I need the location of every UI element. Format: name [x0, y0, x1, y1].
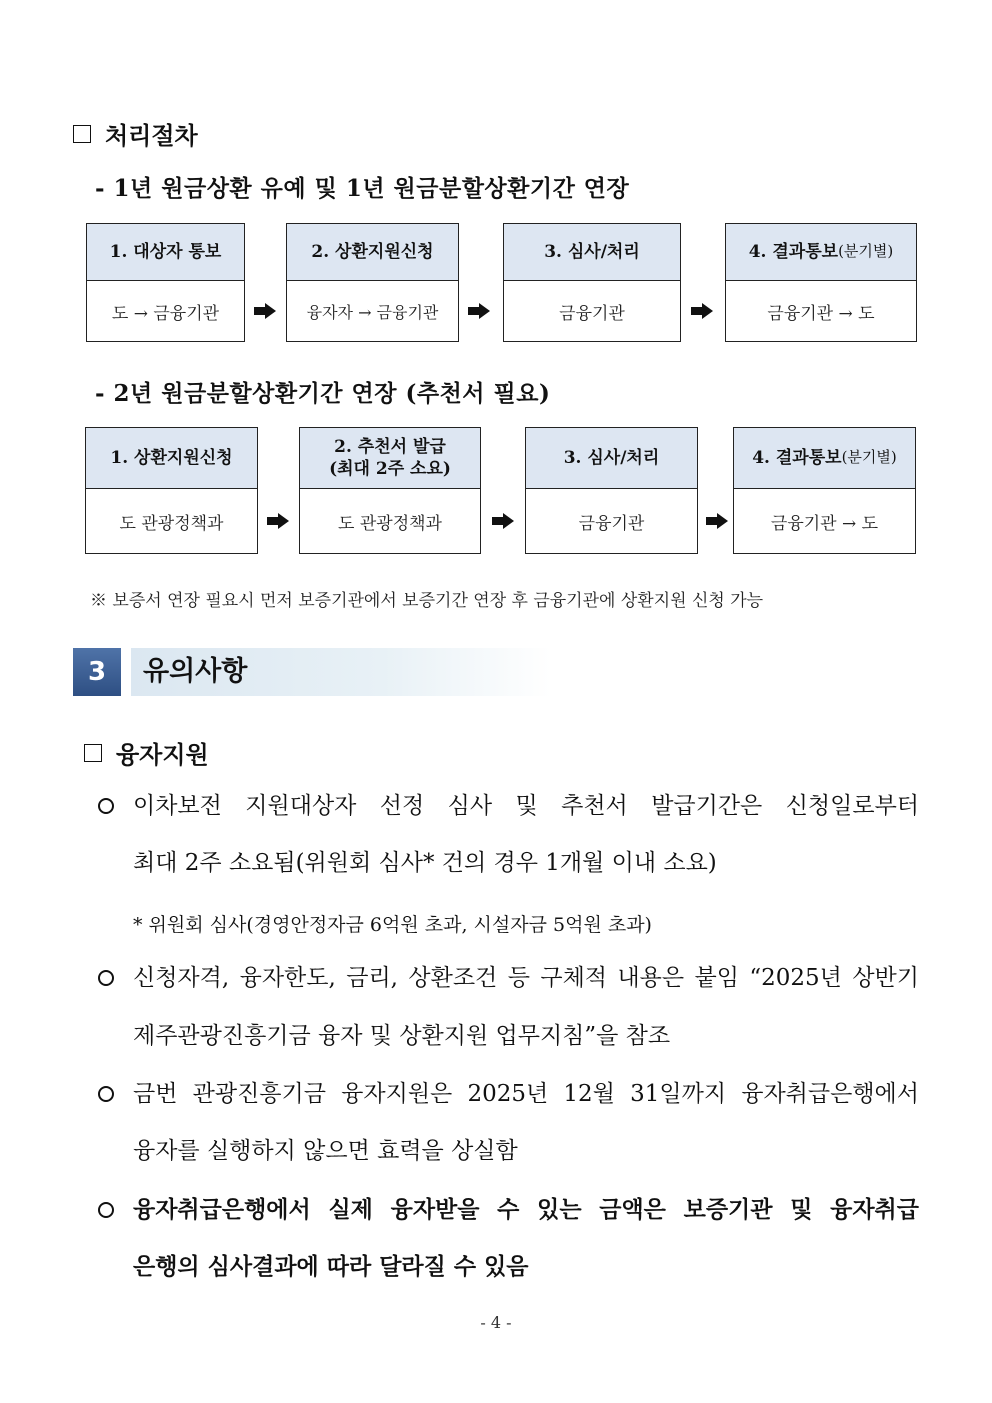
right-arrow-icon — [706, 513, 728, 529]
loan-item-3-line1: 금번 관광진흥기금 융자지원은 2025년 12월 31일까지 융자취급은행에서 — [133, 1081, 919, 1107]
circle-bullet-icon — [95, 795, 117, 817]
loan-footnote: * 위원회 심사(경영안정자금 6억원 초과, 시설자금 5억원 초과) — [133, 914, 652, 936]
right-arrow-icon — [691, 303, 713, 319]
step-body: 금융기관 — [559, 303, 625, 324]
circle-bullet-icon — [95, 1083, 117, 1105]
loan-item-4-line2: 은행의 심사결과에 따라 달라질 수 있음 — [133, 1253, 529, 1280]
right-arrow-icon — [254, 303, 276, 319]
procedure-note: ※ 보증서 연장 필요시 먼저 보증기관에서 보증기간 연장 후 금융기관에 상환지원 신청 가능 — [90, 591, 764, 611]
page-number: - 4 - — [480, 1313, 512, 1332]
step-head-line2: (최대 2주 소요) — [329, 459, 451, 479]
case2-step-2 — [299, 427, 481, 554]
step-body: 융자자 → 금융기관 — [306, 302, 439, 322]
case1-step-1 — [86, 223, 245, 342]
step-head-sub: (분기별) — [838, 242, 894, 261]
case1-step-4 — [725, 223, 917, 342]
procedure-title: 처리절차 — [105, 122, 198, 150]
circle-bullet-icon — [95, 967, 117, 989]
case1-heading: - 1년 원금상환 유예 및 1년 원금분할상환기간 연장 — [95, 175, 630, 202]
step-head: 3. 심사/처리 — [563, 447, 660, 468]
loan-item-1-line2: 최대 2주 소요됨(위원회 심사* 건의 경우 1개월 이내 소요) — [133, 850, 717, 876]
case2-step-4 — [733, 427, 916, 554]
step-body: 금융기관 → 도 — [767, 303, 875, 324]
checkbox-square-icon — [84, 744, 102, 762]
section-number: 3 — [73, 648, 121, 696]
step-head: 2. 상환지원신청 — [311, 241, 434, 262]
case1-step-2 — [286, 223, 459, 342]
case2-heading: - 2년 원금분할상환기간 연장 (추천서 필요) — [95, 380, 551, 407]
step-head: 1. 상환지원신청 — [110, 447, 233, 468]
loan-title: 융자지원 — [116, 741, 209, 769]
step-body: 도 → 금융기관 — [111, 303, 220, 324]
step-body: 금융기관 — [578, 513, 645, 534]
procedure-heading — [73, 116, 198, 151]
case1-step-3 — [503, 223, 681, 342]
step-head: 2. 추천서 발급 — [334, 436, 446, 457]
loan-item-4-line1: 융자취급은행에서 실제 융자받을 수 있는 금액은 보증기관 및 융자취급 — [133, 1196, 919, 1223]
right-arrow-icon — [267, 513, 289, 529]
loan-item-2-line1: 신청자격, 융자한도, 금리, 상환조건 등 구체적 내용은 붙임 “2025년 상반기 — [133, 965, 919, 991]
loan-item-2-line2: 제주관광진흥기금 융자 및 상환지원 업무지침”을 참조 — [133, 1023, 671, 1049]
loan-heading — [84, 735, 209, 770]
section-title: 유의사항 — [143, 656, 248, 687]
loan-item-1-line1: 이차보전 지원대상자 선정 심사 및 추천서 발급기간은 신청일로부터 — [133, 793, 919, 819]
step-body: 도 관광정책과 — [338, 513, 442, 534]
right-arrow-icon — [492, 513, 514, 529]
step-head-sub: (분기별) — [841, 448, 897, 467]
case2-step-3 — [525, 427, 698, 554]
case2-step-1 — [85, 427, 258, 554]
checkbox-square-icon — [73, 125, 91, 143]
step-head: 4. 결과통보 — [752, 447, 842, 468]
step-body: 도 관광정책과 — [119, 513, 224, 534]
step-head: 4. 결과통보 — [748, 241, 839, 262]
right-arrow-icon — [468, 303, 490, 319]
loan-item-3-line2: 융자를 실행하지 않으면 효력을 상실함 — [133, 1138, 518, 1164]
step-body: 금융기관 → 도 — [770, 513, 879, 534]
circle-bullet-icon — [95, 1199, 117, 1221]
step-head: 1. 대상자 통보 — [109, 241, 222, 262]
step-head: 3. 심사/처리 — [544, 241, 640, 262]
